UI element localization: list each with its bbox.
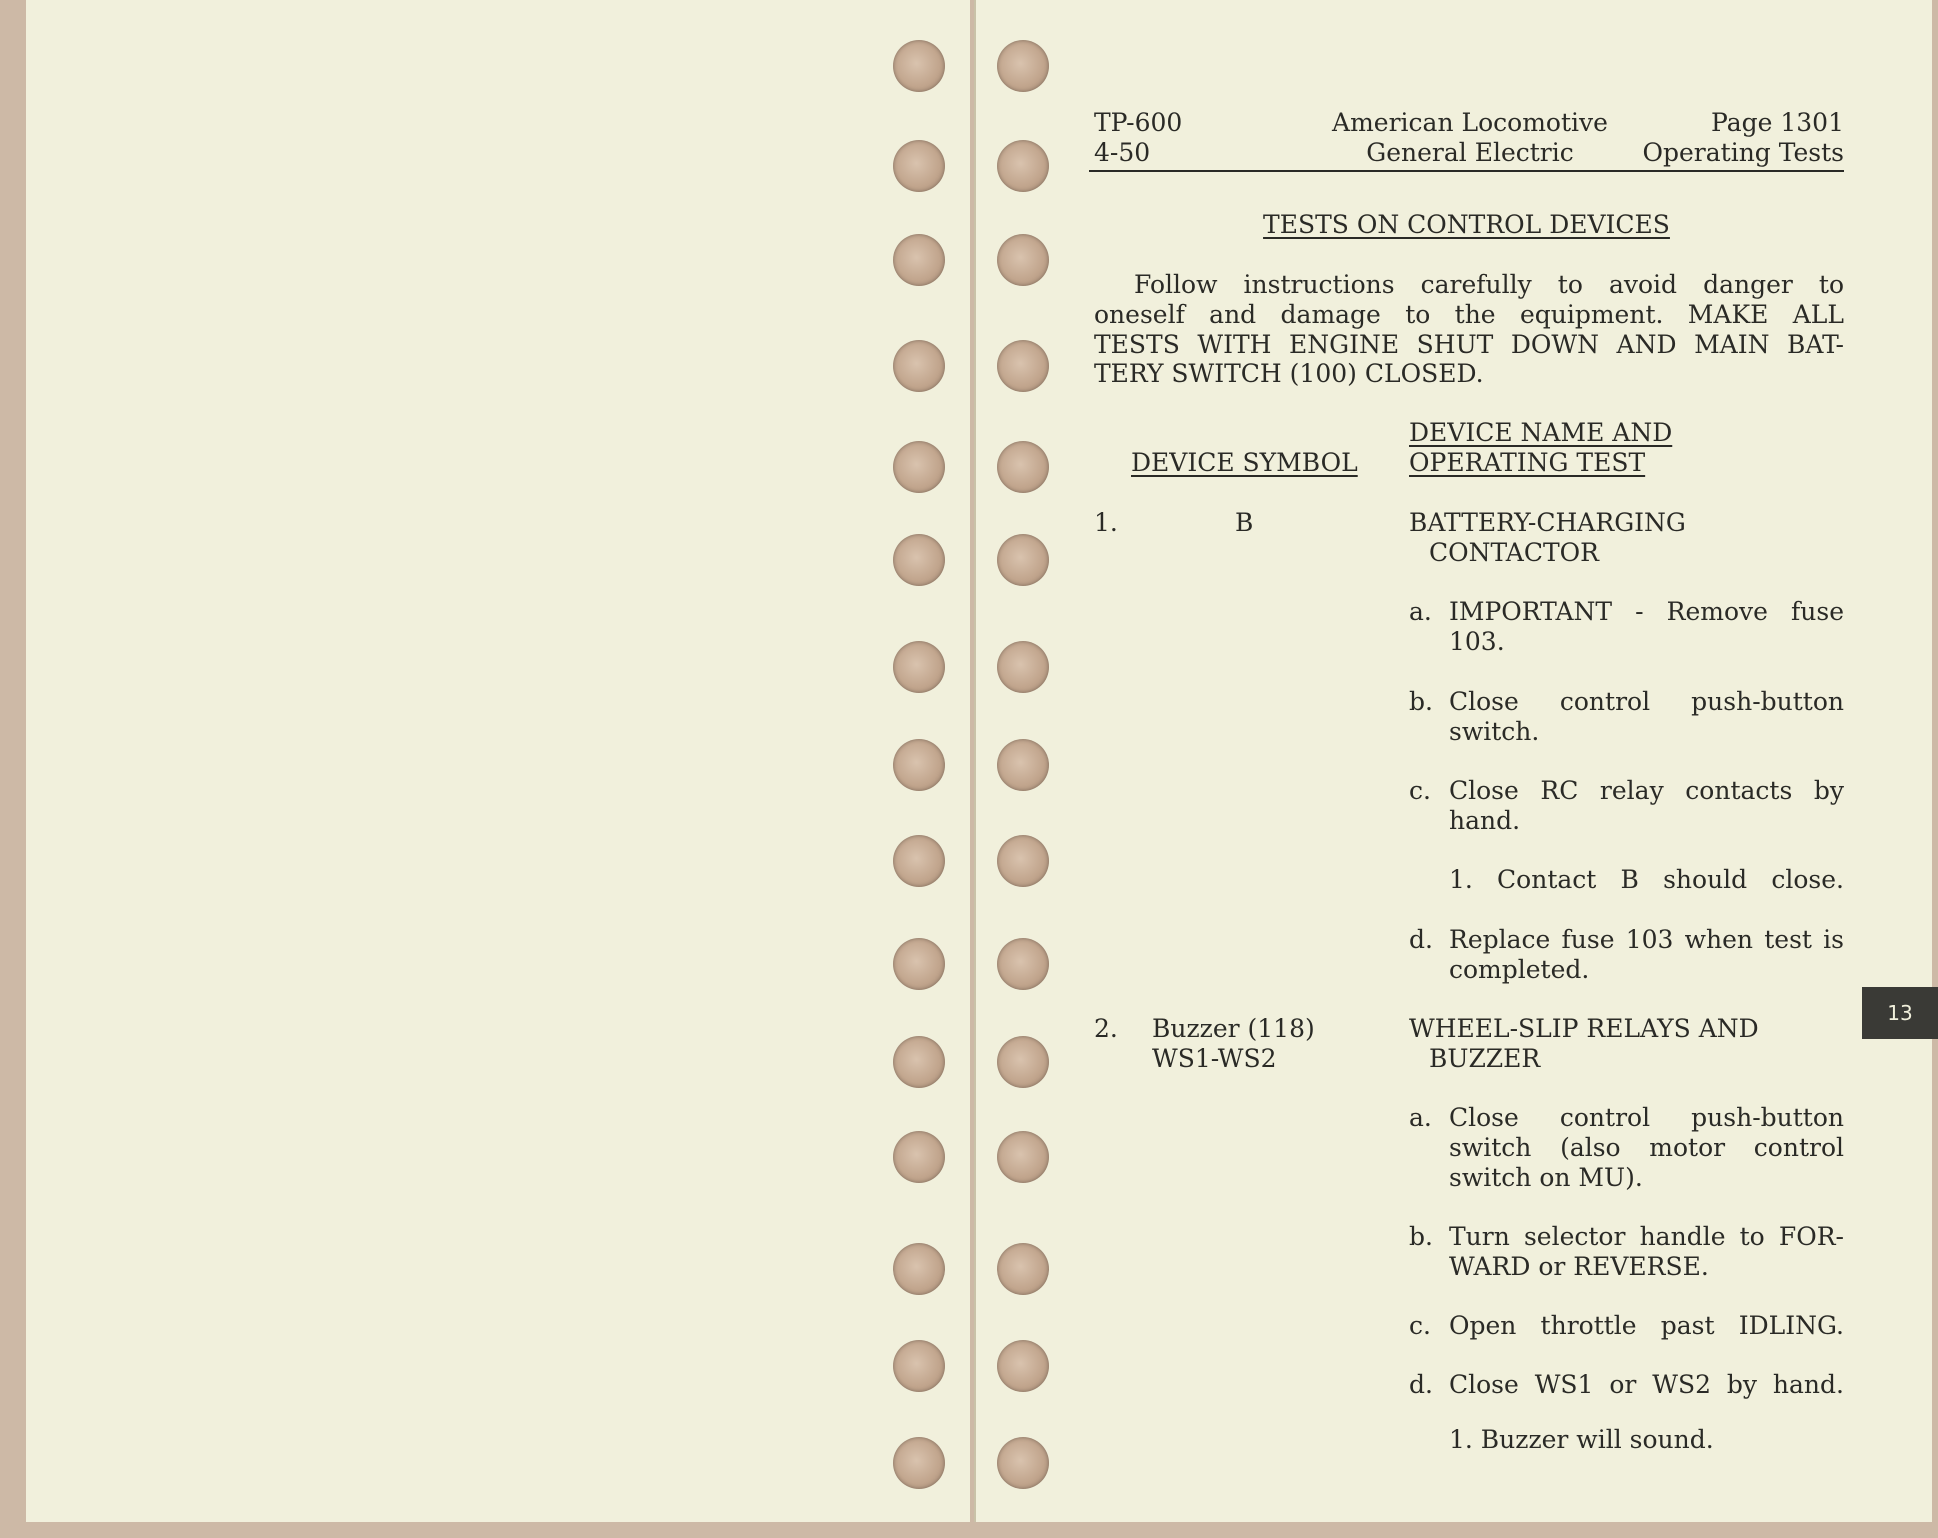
item-1-step-c-line1: Close RC relay contacts by	[1449, 776, 1844, 805]
binding-hole	[997, 340, 1049, 392]
item-2-step-c-line1: Open throttle past IDLING.	[1449, 1311, 1844, 1340]
item-1-step-a-label: a.	[1409, 597, 1432, 626]
item-2-step-d-label: d.	[1409, 1370, 1433, 1399]
item-2-step-b-label: b.	[1409, 1222, 1433, 1251]
page-title: TESTS ON CONTROL DEVICES	[1263, 210, 1670, 239]
binding-hole	[997, 739, 1049, 791]
company-line1: American Locomotive	[1332, 108, 1608, 137]
binding-hole	[893, 938, 945, 990]
item-2-step-c-label: c.	[1409, 1311, 1431, 1340]
item-2-name-line1: WHEEL-SLIP RELAYS AND	[1409, 1014, 1759, 1043]
binding-hole	[893, 1131, 945, 1183]
item-1-step-d-line2: completed.	[1449, 955, 1590, 984]
item-1-step-b-label: b.	[1409, 687, 1433, 716]
item-2-step-a-line1: Close control push-button	[1449, 1103, 1844, 1132]
item-2-name-line2: BUZZER	[1429, 1044, 1541, 1073]
item-1-step-c-label: c.	[1409, 776, 1431, 805]
binding-hole	[997, 835, 1049, 887]
item-1-number: 1.	[1094, 508, 1118, 537]
item-2-step-a-line3: switch on MU).	[1449, 1163, 1643, 1192]
binding-hole	[893, 140, 945, 192]
binding-hole	[893, 1036, 945, 1088]
item-2-step-d-line1: Close WS1 or WS2 by hand.	[1449, 1370, 1844, 1399]
binding-hole	[997, 1036, 1049, 1088]
binding-hole	[997, 938, 1049, 990]
item-1-name-line2: CONTACTOR	[1429, 538, 1599, 567]
binding-hole	[997, 1437, 1049, 1489]
item-2-number: 2.	[1094, 1014, 1118, 1043]
item-2-step-a-label: a.	[1409, 1103, 1432, 1132]
binding-hole	[997, 40, 1049, 92]
binding-hole	[997, 234, 1049, 286]
binding-hole	[893, 1437, 945, 1489]
binding-hole	[997, 1243, 1049, 1295]
company-line2: General Electric	[1366, 138, 1574, 167]
section-title: Operating Tests	[1642, 138, 1844, 167]
item-1-name-line1: BATTERY-CHARGING	[1409, 508, 1686, 537]
binding-hole	[997, 441, 1049, 493]
intro-line-3: TESTS WITH ENGINE SHUT DOWN AND MAIN BAT-	[1094, 330, 1844, 359]
intro-line-1: Follow instructions carefully to avoid danger to	[1134, 270, 1844, 299]
item-2-step-b-line1: Turn selector handle to FOR-	[1449, 1222, 1844, 1251]
binding-hole	[893, 835, 945, 887]
item-2-step-b-line2: WARD or REVERSE.	[1449, 1252, 1709, 1281]
intro-line-4: TERY SWITCH (100) CLOSED.	[1094, 359, 1484, 388]
binding-hole	[893, 40, 945, 92]
doc-date: 4-50	[1094, 138, 1151, 167]
binding-hole	[893, 1243, 945, 1295]
col-device-name-line1: DEVICE NAME AND	[1409, 418, 1673, 447]
item-2-step-d-1: 1. Buzzer will sound.	[1449, 1425, 1714, 1454]
binding-hole	[893, 534, 945, 586]
item-1-step-a-line1: IMPORTANT - Remove fuse	[1449, 597, 1844, 626]
binding-hole	[997, 641, 1049, 693]
left-blank-page	[26, 0, 970, 1522]
binding-hole	[893, 1340, 945, 1392]
binding-holes-left	[893, 0, 953, 1522]
intro-line-2: oneself and damage to the equipment. MAKE ALL	[1094, 300, 1844, 329]
item-1-step-b-line2: switch.	[1449, 717, 1540, 746]
binding-hole	[997, 1131, 1049, 1183]
binding-hole	[997, 534, 1049, 586]
col-device-symbol: DEVICE SYMBOL	[1131, 448, 1358, 477]
item-2-step-a-line2: switch (also motor control	[1449, 1133, 1844, 1162]
item-1-step-a-line2: 103.	[1449, 627, 1505, 656]
doc-number: TP-600	[1094, 108, 1183, 137]
binding-hole	[893, 340, 945, 392]
item-1-step-d-line1: Replace fuse 103 when test is	[1449, 925, 1844, 954]
item-2-symbol-line2: WS1-WS2	[1152, 1044, 1277, 1073]
binding-hole	[997, 1340, 1049, 1392]
page-number: Page 1301	[1711, 108, 1844, 137]
binding-hole	[997, 140, 1049, 192]
item-1-step-b-line1: Close control push-button	[1449, 687, 1844, 716]
binding-hole	[893, 234, 945, 286]
binding-hole	[893, 739, 945, 791]
binding-hole	[893, 441, 945, 493]
item-1-step-d-label: d.	[1409, 925, 1433, 954]
item-2-symbol-line1: Buzzer (118)	[1152, 1014, 1315, 1043]
binding-hole	[893, 641, 945, 693]
binding-holes-right	[997, 0, 1057, 1522]
section-tab[interactable]: 13	[1862, 987, 1938, 1039]
header-rule	[1089, 170, 1844, 172]
item-1-step-c-1: 1. Contact B should close.	[1449, 865, 1844, 894]
item-1-symbol: B	[1235, 508, 1254, 537]
item-1-step-c-line2: hand.	[1449, 806, 1521, 835]
col-device-name-line2: OPERATING TEST	[1409, 448, 1646, 477]
